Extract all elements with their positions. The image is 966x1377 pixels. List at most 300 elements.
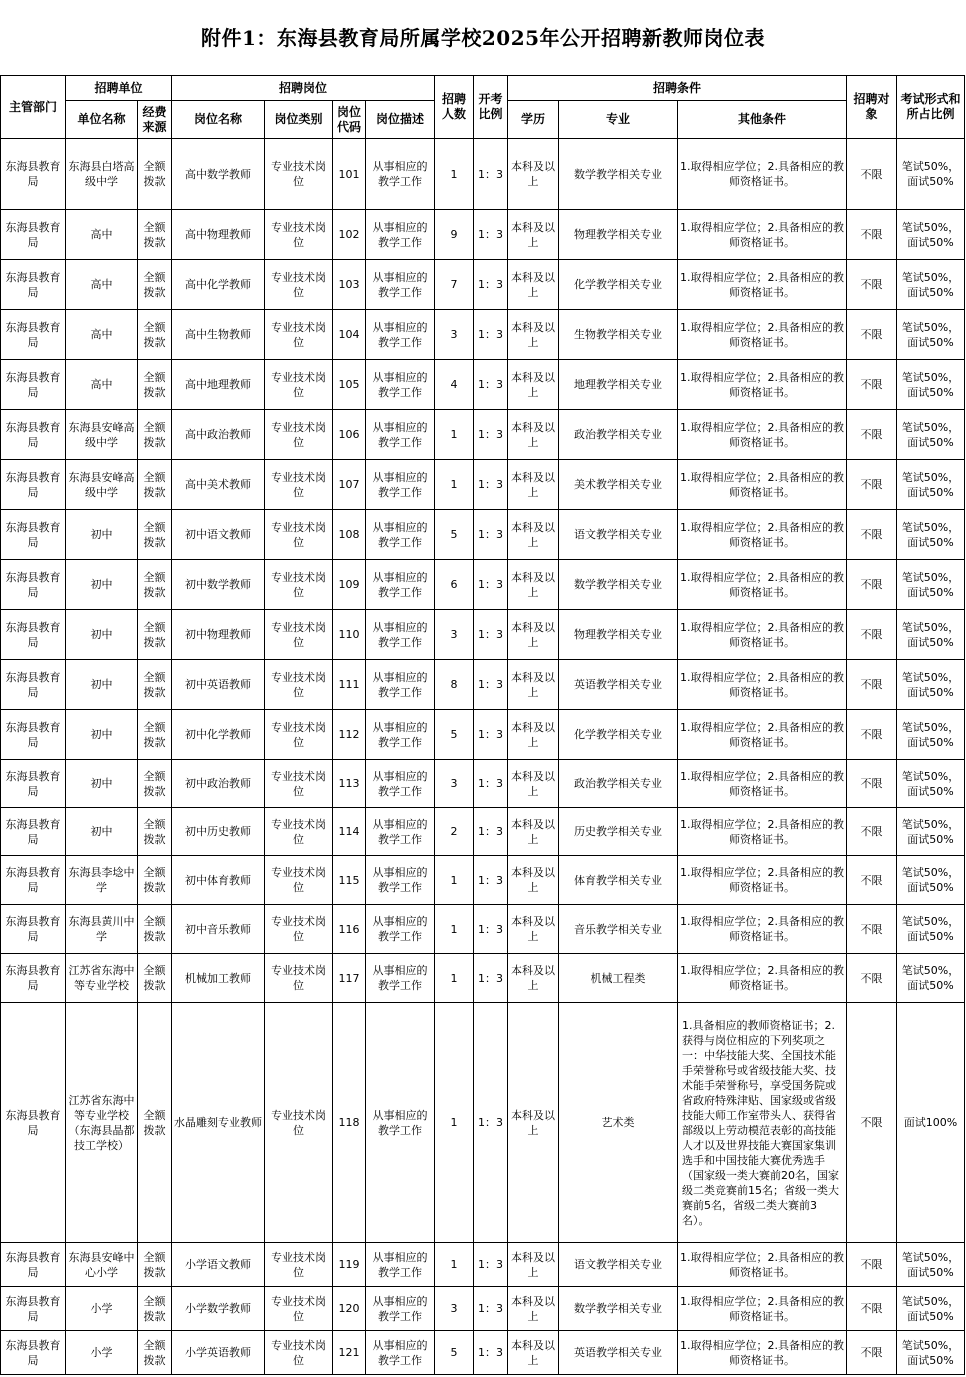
cell-funding: 全额拨款 xyxy=(138,710,172,760)
cell-other: 1.取得相应学位；2.具备相应的教师资格证书。 xyxy=(678,210,847,260)
cell-type: 专业技术岗位 xyxy=(265,905,333,954)
cell-unit: 东海县黄川中学 xyxy=(66,905,138,954)
cell-post: 高中政治教师 xyxy=(172,410,265,460)
cell-post: 初中物理教师 xyxy=(172,610,265,660)
cell-funding: 全额拨款 xyxy=(138,954,172,1003)
cell-unit: 东海县白塔高级中学 xyxy=(66,139,138,210)
cell-code: 106 xyxy=(333,410,366,460)
table-row xyxy=(1,260,965,310)
cell-major: 化学教学相关专业 xyxy=(559,260,678,310)
cell-desc: 从事相应的教学工作 xyxy=(366,1331,435,1375)
cell-other: 1.具备相应的教师资格证书；2.获得与岗位相应的下列奖项之一：中华技能大奖、全国技术能手荣誉称号或省级技能大奖、技术能手荣誉称号，享受国务院或省政府特殊津贴、国家级或省级技能大师工作室带头人、获得省部级以上劳动模范表彰的高技能人才以及世界技能大赛国家集训选手和中国技能大赛优秀选手（国家级一类大赛前20名，国家级二类竞赛前15名；省级一类大赛前5名，省级二类大赛前3名）。 xyxy=(678,1003,847,1243)
cell-dept: 东海县教育局 xyxy=(1,260,66,310)
cell-major: 美术教学相关专业 xyxy=(559,460,678,510)
cell-type: 专业技术岗位 xyxy=(265,210,333,260)
cell-desc: 从事相应的教学工作 xyxy=(366,660,435,710)
cell-exam: 笔试50%，面试50% xyxy=(897,905,965,954)
cell-count: 9 xyxy=(435,210,474,260)
cell-ratio: 1：3 xyxy=(474,1003,508,1243)
cell-funding: 全额拨款 xyxy=(138,1331,172,1375)
page-title: 附件1：东海县教育局所属学校2025年公开招聘新教师岗位表 xyxy=(200,26,766,50)
cell-target: 不限 xyxy=(847,460,897,510)
cell-count: 5 xyxy=(435,710,474,760)
cell-count: 1 xyxy=(435,410,474,460)
cell-ratio: 1：3 xyxy=(474,410,508,460)
cell-count: 1 xyxy=(435,856,474,905)
cell-edu: 本科及以上 xyxy=(508,560,559,610)
cell-unit: 初中 xyxy=(66,760,138,808)
cell-ratio: 1：3 xyxy=(474,808,508,856)
table-row xyxy=(1,1003,965,1243)
cell-funding: 全额拨款 xyxy=(138,856,172,905)
table-row xyxy=(1,139,965,210)
cell-funding: 全额拨款 xyxy=(138,310,172,360)
cell-unit: 江苏省东海中等专业学校（东海县晶都技工学校） xyxy=(66,1003,138,1243)
table-row xyxy=(1,360,965,410)
header-cond-group: 招聘条件 xyxy=(508,76,847,101)
cell-exam: 笔试50%，面试50% xyxy=(897,139,965,210)
cell-desc: 从事相应的教学工作 xyxy=(366,760,435,808)
cell-unit: 东海县李埝中学 xyxy=(66,856,138,905)
cell-other: 1.取得相应学位；2.具备相应的教师资格证书。 xyxy=(678,610,847,660)
cell-dept: 东海县教育局 xyxy=(1,510,66,560)
cell-other: 1.取得相应学位；2.具备相应的教师资格证书。 xyxy=(678,460,847,510)
cell-edu: 本科及以上 xyxy=(508,905,559,954)
cell-target: 不限 xyxy=(847,139,897,210)
cell-major: 数学教学相关专业 xyxy=(559,139,678,210)
cell-other: 1.取得相应学位；2.具备相应的教师资格证书。 xyxy=(678,410,847,460)
table-row xyxy=(1,710,965,760)
cell-count: 1 xyxy=(435,954,474,1003)
table-row xyxy=(1,560,965,610)
cell-unit: 初中 xyxy=(66,808,138,856)
table-row xyxy=(1,1331,965,1375)
cell-post: 高中地理教师 xyxy=(172,360,265,410)
cell-code: 116 xyxy=(333,905,366,954)
cell-type: 专业技术岗位 xyxy=(265,1331,333,1375)
header-ratio: 开考比例 xyxy=(474,76,508,139)
cell-edu: 本科及以上 xyxy=(508,610,559,660)
cell-code: 119 xyxy=(333,1243,366,1287)
header-unit-name: 单位名称 xyxy=(66,101,138,139)
cell-desc: 从事相应的教学工作 xyxy=(366,510,435,560)
cell-ratio: 1：3 xyxy=(474,760,508,808)
cell-post: 水晶雕刻专业教师 xyxy=(172,1003,265,1243)
header-post-name: 岗位名称 xyxy=(172,101,265,139)
cell-desc: 从事相应的教学工作 xyxy=(366,856,435,905)
cell-desc: 从事相应的教学工作 xyxy=(366,1003,435,1243)
cell-desc: 从事相应的教学工作 xyxy=(366,905,435,954)
cell-code: 107 xyxy=(333,460,366,510)
cell-exam: 笔试50%，面试50% xyxy=(897,808,965,856)
cell-other: 1.取得相应学位；2.具备相应的教师资格证书。 xyxy=(678,1331,847,1375)
cell-unit: 初中 xyxy=(66,560,138,610)
table-row xyxy=(1,954,965,1003)
header-post-group: 招聘岗位 xyxy=(172,76,435,101)
cell-count: 1 xyxy=(435,905,474,954)
cell-unit: 初中 xyxy=(66,660,138,710)
cell-count: 6 xyxy=(435,560,474,610)
cell-other: 1.取得相应学位；2.具备相应的教师资格证书。 xyxy=(678,856,847,905)
cell-type: 专业技术岗位 xyxy=(265,360,333,410)
cell-edu: 本科及以上 xyxy=(508,1287,559,1331)
cell-ratio: 1：3 xyxy=(474,710,508,760)
table-row xyxy=(1,760,965,808)
cell-ratio: 1：3 xyxy=(474,660,508,710)
cell-type: 专业技术岗位 xyxy=(265,1003,333,1243)
table-row xyxy=(1,460,965,510)
cell-exam: 笔试50%，面试50% xyxy=(897,710,965,760)
table-row xyxy=(1,1243,965,1287)
cell-code: 108 xyxy=(333,510,366,560)
cell-other: 1.取得相应学位；2.具备相应的教师资格证书。 xyxy=(678,760,847,808)
cell-ratio: 1：3 xyxy=(474,360,508,410)
cell-count: 3 xyxy=(435,760,474,808)
cell-ratio: 1：3 xyxy=(474,856,508,905)
cell-code: 101 xyxy=(333,139,366,210)
cell-dept: 东海县教育局 xyxy=(1,139,66,210)
cell-funding: 全额拨款 xyxy=(138,1287,172,1331)
cell-code: 109 xyxy=(333,560,366,610)
cell-target: 不限 xyxy=(847,760,897,808)
header-target: 招聘对象 xyxy=(847,76,897,139)
cell-edu: 本科及以上 xyxy=(508,410,559,460)
recruitment-table xyxy=(0,75,965,1375)
header-dept: 主管部门 xyxy=(1,76,66,139)
cell-unit: 初中 xyxy=(66,710,138,760)
cell-edu: 本科及以上 xyxy=(508,210,559,260)
cell-type: 专业技术岗位 xyxy=(265,710,333,760)
cell-post: 高中生物教师 xyxy=(172,310,265,360)
cell-count: 5 xyxy=(435,1331,474,1375)
cell-unit: 东海县安峰高级中学 xyxy=(66,460,138,510)
cell-type: 专业技术岗位 xyxy=(265,1243,333,1287)
cell-other: 1.取得相应学位；2.具备相应的教师资格证书。 xyxy=(678,710,847,760)
cell-type: 专业技术岗位 xyxy=(265,856,333,905)
cell-ratio: 1：3 xyxy=(474,460,508,510)
cell-post: 初中化学教师 xyxy=(172,710,265,760)
cell-exam: 笔试50%，面试50% xyxy=(897,1331,965,1375)
cell-ratio: 1：3 xyxy=(474,560,508,610)
header-unit-group: 招聘单位 xyxy=(66,76,172,101)
cell-desc: 从事相应的教学工作 xyxy=(366,460,435,510)
cell-edu: 本科及以上 xyxy=(508,760,559,808)
table-row xyxy=(1,310,965,360)
cell-target: 不限 xyxy=(847,310,897,360)
table-row xyxy=(1,210,965,260)
cell-type: 专业技术岗位 xyxy=(265,954,333,1003)
cell-ratio: 1：3 xyxy=(474,1287,508,1331)
cell-target: 不限 xyxy=(847,410,897,460)
table-row xyxy=(1,905,965,954)
cell-target: 不限 xyxy=(847,710,897,760)
cell-code: 110 xyxy=(333,610,366,660)
header-other: 其他条件 xyxy=(678,101,847,139)
cell-funding: 全额拨款 xyxy=(138,760,172,808)
cell-type: 专业技术岗位 xyxy=(265,410,333,460)
cell-post: 小学英语教师 xyxy=(172,1331,265,1375)
cell-unit: 初中 xyxy=(66,610,138,660)
cell-dept: 东海县教育局 xyxy=(1,905,66,954)
cell-type: 专业技术岗位 xyxy=(265,760,333,808)
cell-target: 不限 xyxy=(847,808,897,856)
cell-unit: 高中 xyxy=(66,210,138,260)
cell-desc: 从事相应的教学工作 xyxy=(366,260,435,310)
cell-count: 3 xyxy=(435,310,474,360)
cell-funding: 全额拨款 xyxy=(138,1003,172,1243)
cell-unit: 江苏省东海中等专业学校 xyxy=(66,954,138,1003)
cell-exam: 笔试50%，面试50% xyxy=(897,260,965,310)
cell-type: 专业技术岗位 xyxy=(265,808,333,856)
cell-post: 初中政治教师 xyxy=(172,760,265,808)
cell-code: 120 xyxy=(333,1287,366,1331)
cell-unit: 高中 xyxy=(66,260,138,310)
table-row xyxy=(1,660,965,710)
cell-ratio: 1：3 xyxy=(474,905,508,954)
cell-dept: 东海县教育局 xyxy=(1,410,66,460)
cell-code: 114 xyxy=(333,808,366,856)
cell-major: 地理教学相关专业 xyxy=(559,360,678,410)
cell-ratio: 1：3 xyxy=(474,954,508,1003)
cell-dept: 东海县教育局 xyxy=(1,360,66,410)
cell-type: 专业技术岗位 xyxy=(265,460,333,510)
cell-edu: 本科及以上 xyxy=(508,360,559,410)
cell-exam: 笔试50%，面试50% xyxy=(897,510,965,560)
cell-dept: 东海县教育局 xyxy=(1,1287,66,1331)
cell-dept: 东海县教育局 xyxy=(1,660,66,710)
cell-ratio: 1：3 xyxy=(474,610,508,660)
cell-major: 体育教学相关专业 xyxy=(559,856,678,905)
table-row xyxy=(1,510,965,560)
header-count: 招聘人数 xyxy=(435,76,474,139)
cell-code: 104 xyxy=(333,310,366,360)
cell-major: 音乐教学相关专业 xyxy=(559,905,678,954)
cell-funding: 全额拨款 xyxy=(138,510,172,560)
cell-other: 1.取得相应学位；2.具备相应的教师资格证书。 xyxy=(678,310,847,360)
cell-edu: 本科及以上 xyxy=(508,510,559,560)
cell-post: 初中语文教师 xyxy=(172,510,265,560)
cell-post: 初中数学教师 xyxy=(172,560,265,610)
cell-desc: 从事相应的教学工作 xyxy=(366,954,435,1003)
cell-other: 1.取得相应学位；2.具备相应的教师资格证书。 xyxy=(678,560,847,610)
cell-desc: 从事相应的教学工作 xyxy=(366,610,435,660)
cell-dept: 东海县教育局 xyxy=(1,954,66,1003)
cell-unit: 高中 xyxy=(66,360,138,410)
cell-unit: 高中 xyxy=(66,310,138,360)
cell-code: 117 xyxy=(333,954,366,1003)
header-post-code: 岗位代码 xyxy=(333,101,366,139)
cell-exam: 笔试50%，面试50% xyxy=(897,360,965,410)
cell-edu: 本科及以上 xyxy=(508,1003,559,1243)
cell-edu: 本科及以上 xyxy=(508,954,559,1003)
cell-count: 3 xyxy=(435,610,474,660)
cell-major: 英语教学相关专业 xyxy=(559,660,678,710)
cell-code: 111 xyxy=(333,660,366,710)
cell-major: 政治教学相关专业 xyxy=(559,410,678,460)
table-row xyxy=(1,856,965,905)
cell-dept: 东海县教育局 xyxy=(1,808,66,856)
cell-post: 小学数学教师 xyxy=(172,1287,265,1331)
cell-ratio: 1：3 xyxy=(474,510,508,560)
cell-target: 不限 xyxy=(847,360,897,410)
cell-target: 不限 xyxy=(847,1243,897,1287)
cell-major: 生物教学相关专业 xyxy=(559,310,678,360)
cell-dept: 东海县教育局 xyxy=(1,310,66,360)
cell-target: 不限 xyxy=(847,905,897,954)
cell-major: 英语教学相关专业 xyxy=(559,1331,678,1375)
table-row xyxy=(1,610,965,660)
cell-major: 政治教学相关专业 xyxy=(559,760,678,808)
cell-funding: 全额拨款 xyxy=(138,460,172,510)
cell-funding: 全额拨款 xyxy=(138,360,172,410)
cell-major: 历史教学相关专业 xyxy=(559,808,678,856)
cell-major: 艺术类 xyxy=(559,1003,678,1243)
cell-other: 1.取得相应学位；2.具备相应的教师资格证书。 xyxy=(678,1243,847,1287)
header-funding: 经费来源 xyxy=(138,101,172,139)
cell-exam: 面试100% xyxy=(897,1003,965,1243)
cell-exam: 笔试50%，面试50% xyxy=(897,856,965,905)
cell-type: 专业技术岗位 xyxy=(265,1287,333,1331)
cell-post: 初中体育教师 xyxy=(172,856,265,905)
cell-edu: 本科及以上 xyxy=(508,139,559,210)
cell-major: 机械工程类 xyxy=(559,954,678,1003)
cell-target: 不限 xyxy=(847,1331,897,1375)
cell-exam: 笔试50%，面试50% xyxy=(897,610,965,660)
cell-post: 初中英语教师 xyxy=(172,660,265,710)
cell-desc: 从事相应的教学工作 xyxy=(366,1287,435,1331)
cell-unit: 小学 xyxy=(66,1331,138,1375)
cell-exam: 笔试50%，面试50% xyxy=(897,660,965,710)
cell-type: 专业技术岗位 xyxy=(265,139,333,210)
cell-count: 8 xyxy=(435,660,474,710)
cell-target: 不限 xyxy=(847,660,897,710)
cell-unit: 东海县安峰中心小学 xyxy=(66,1243,138,1287)
cell-desc: 从事相应的教学工作 xyxy=(366,1243,435,1287)
cell-type: 专业技术岗位 xyxy=(265,560,333,610)
cell-target: 不限 xyxy=(847,610,897,660)
cell-funding: 全额拨款 xyxy=(138,560,172,610)
cell-ratio: 1：3 xyxy=(474,310,508,360)
cell-unit: 东海县安峰高级中学 xyxy=(66,410,138,460)
cell-post: 初中音乐教师 xyxy=(172,905,265,954)
cell-other: 1.取得相应学位；2.具备相应的教师资格证书。 xyxy=(678,1287,847,1331)
cell-ratio: 1：3 xyxy=(474,1243,508,1287)
cell-exam: 笔试50%，面试50% xyxy=(897,954,965,1003)
cell-target: 不限 xyxy=(847,954,897,1003)
cell-dept: 东海县教育局 xyxy=(1,460,66,510)
cell-target: 不限 xyxy=(847,260,897,310)
cell-dept: 东海县教育局 xyxy=(1,560,66,610)
cell-exam: 笔试50%，面试50% xyxy=(897,410,965,460)
cell-target: 不限 xyxy=(847,210,897,260)
cell-count: 7 xyxy=(435,260,474,310)
cell-code: 115 xyxy=(333,856,366,905)
cell-exam: 笔试50%，面试50% xyxy=(897,310,965,360)
header-exam: 考试形式和所占比例 xyxy=(897,76,965,139)
cell-funding: 全额拨款 xyxy=(138,1243,172,1287)
cell-type: 专业技术岗位 xyxy=(265,260,333,310)
cell-code: 118 xyxy=(333,1003,366,1243)
cell-post: 高中物理教师 xyxy=(172,210,265,260)
cell-code: 102 xyxy=(333,210,366,260)
cell-ratio: 1：3 xyxy=(474,260,508,310)
cell-desc: 从事相应的教学工作 xyxy=(366,139,435,210)
cell-ratio: 1：3 xyxy=(474,139,508,210)
cell-major: 语文教学相关专业 xyxy=(559,510,678,560)
cell-target: 不限 xyxy=(847,1287,897,1331)
cell-code: 105 xyxy=(333,360,366,410)
cell-ratio: 1：3 xyxy=(474,1331,508,1375)
cell-other: 1.取得相应学位；2.具备相应的教师资格证书。 xyxy=(678,808,847,856)
cell-desc: 从事相应的教学工作 xyxy=(366,210,435,260)
cell-exam: 笔试50%，面试50% xyxy=(897,560,965,610)
cell-target: 不限 xyxy=(847,510,897,560)
cell-other: 1.取得相应学位；2.具备相应的教师资格证书。 xyxy=(678,260,847,310)
cell-count: 2 xyxy=(435,808,474,856)
cell-funding: 全额拨款 xyxy=(138,139,172,210)
cell-funding: 全额拨款 xyxy=(138,660,172,710)
cell-ratio: 1：3 xyxy=(474,210,508,260)
cell-target: 不限 xyxy=(847,856,897,905)
cell-edu: 本科及以上 xyxy=(508,460,559,510)
cell-desc: 从事相应的教学工作 xyxy=(366,410,435,460)
cell-desc: 从事相应的教学工作 xyxy=(366,360,435,410)
cell-edu: 本科及以上 xyxy=(508,1331,559,1375)
cell-post: 高中美术教师 xyxy=(172,460,265,510)
cell-count: 1 xyxy=(435,1243,474,1287)
cell-post: 初中历史教师 xyxy=(172,808,265,856)
cell-funding: 全额拨款 xyxy=(138,260,172,310)
cell-count: 3 xyxy=(435,1287,474,1331)
cell-count: 4 xyxy=(435,360,474,410)
cell-other: 1.取得相应学位；2.具备相应的教师资格证书。 xyxy=(678,954,847,1003)
cell-post: 小学语文教师 xyxy=(172,1243,265,1287)
cell-dept: 东海县教育局 xyxy=(1,1243,66,1287)
header-edu: 学历 xyxy=(508,101,559,139)
cell-desc: 从事相应的教学工作 xyxy=(366,560,435,610)
header-post-desc: 岗位描述 xyxy=(366,101,435,139)
cell-other: 1.取得相应学位；2.具备相应的教师资格证书。 xyxy=(678,905,847,954)
cell-edu: 本科及以上 xyxy=(508,808,559,856)
cell-unit: 小学 xyxy=(66,1287,138,1331)
table-row xyxy=(1,808,965,856)
cell-other: 1.取得相应学位；2.具备相应的教师资格证书。 xyxy=(678,660,847,710)
cell-desc: 从事相应的教学工作 xyxy=(366,710,435,760)
cell-major: 数学教学相关专业 xyxy=(559,1287,678,1331)
cell-desc: 从事相应的教学工作 xyxy=(366,310,435,360)
cell-other: 1.取得相应学位；2.具备相应的教师资格证书。 xyxy=(678,139,847,210)
cell-exam: 笔试50%，面试50% xyxy=(897,1243,965,1287)
cell-dept: 东海县教育局 xyxy=(1,210,66,260)
cell-type: 专业技术岗位 xyxy=(265,660,333,710)
cell-major: 化学教学相关专业 xyxy=(559,710,678,760)
cell-count: 1 xyxy=(435,139,474,210)
cell-count: 1 xyxy=(435,1003,474,1243)
cell-count: 1 xyxy=(435,460,474,510)
cell-dept: 东海县教育局 xyxy=(1,1331,66,1375)
cell-other: 1.取得相应学位；2.具备相应的教师资格证书。 xyxy=(678,360,847,410)
cell-code: 112 xyxy=(333,710,366,760)
cell-dept: 东海县教育局 xyxy=(1,760,66,808)
cell-code: 103 xyxy=(333,260,366,310)
cell-exam: 笔试50%，面试50% xyxy=(897,210,965,260)
cell-type: 专业技术岗位 xyxy=(265,610,333,660)
cell-edu: 本科及以上 xyxy=(508,660,559,710)
cell-major: 物理教学相关专业 xyxy=(559,210,678,260)
cell-dept: 东海县教育局 xyxy=(1,1003,66,1243)
cell-funding: 全额拨款 xyxy=(138,905,172,954)
cell-post: 机械加工教师 xyxy=(172,954,265,1003)
